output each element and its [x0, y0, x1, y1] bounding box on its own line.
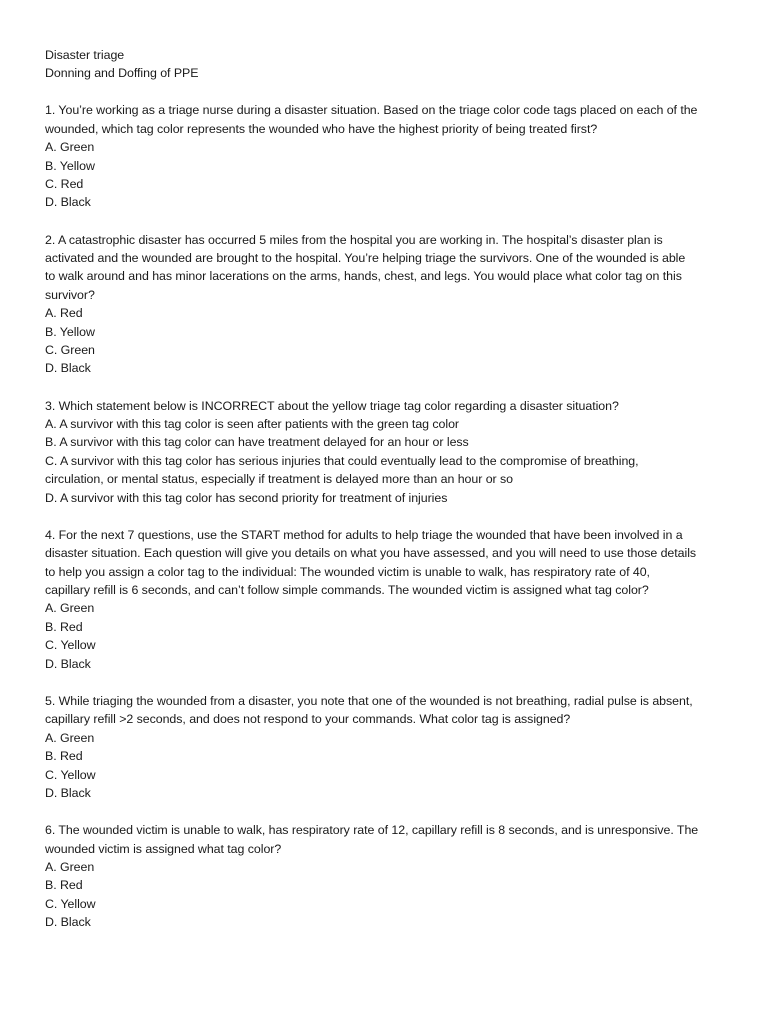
question-text-line: wounded, which tag color represents the wounded who have the highest priority of being treated first? [45, 121, 598, 136]
question-4 [45, 526, 728, 673]
question-text-line: 6. The wounded victim is unable to walk, has respiratory rate of 12, capillary refill is 8 seconds, and is unresponsive. The [45, 823, 699, 838]
document-header [45, 46, 728, 83]
answer-options [45, 599, 728, 673]
document-title: Disaster triage [45, 48, 125, 62]
question-3 [45, 397, 728, 507]
answer-option: A. Red [45, 306, 83, 321]
answer-option: C. Yellow [45, 638, 96, 653]
question-text-line: to help you assign a color tag to the individual: The wounded victim is unable to walk, has respiratory rate of 40, [45, 564, 650, 579]
answer-option: A. A survivor with this tag color is seen after patients with the green tag color [45, 417, 460, 431]
question-text-line: capillary refill >2 seconds, and does not respond to your commands. What color tag is assigned? [45, 712, 571, 727]
answer-option: C. Yellow [45, 896, 96, 911]
question-text-line: to walk around and has minor lacerations on the arms, hands, chest, and legs. You would place what color tag on this [45, 269, 682, 284]
answer-option: B. Red [45, 619, 83, 634]
answer-option: B. Yellow [45, 158, 95, 173]
answer-options [45, 729, 728, 803]
question-text-line: survivor? [45, 287, 95, 302]
answer-option: B. Red [45, 749, 83, 764]
question-6 [45, 821, 728, 931]
question-text-line: disaster situation. Each question will give you details on what you have assessed, and you will need to use those details [45, 546, 697, 561]
question-1 [45, 101, 728, 211]
answer-options [45, 138, 728, 212]
question-list [45, 101, 728, 931]
answer-option: B. A survivor with this tag color can have treatment delayed for an hour or less [45, 435, 469, 450]
answer-options [45, 304, 728, 378]
answer-option: D. Black [45, 361, 91, 376]
answer-option: D. Black [45, 915, 91, 930]
question-text-line: 1. You’re working as a triage nurse during a disaster situation. Based on the triage color code tags placed on each of the [45, 103, 698, 118]
question-text-line: activated and the wounded are brought to the hospital. You’re helping triage the survivors. One of the wounded is able [45, 250, 686, 265]
answer-option: A. Green [45, 859, 95, 874]
answer-option: B. Red [45, 878, 83, 893]
answer-options [45, 415, 728, 507]
question-text-line: 5. While triaging the wounded from a disaster, you note that one of the wounded is not breathing, radial pulse is absent, [45, 693, 693, 708]
answer-option: D. A survivor with this tag color has second priority for treatment of injuries [45, 490, 448, 505]
question-text-line: capillary refill is 6 seconds, and can’t follow simple commands. The wounded victim is assigned what tag color? [45, 583, 649, 598]
answer-options [45, 858, 728, 932]
answer-option: A. Green [45, 140, 95, 155]
answer-option: B. Yellow [45, 324, 95, 339]
answer-option: circulation, or mental status, especially if treatment is delayed more than an hour or so [45, 472, 514, 487]
answer-option: A. Green [45, 601, 95, 616]
answer-option: C. Yellow [45, 767, 96, 782]
answer-option: C. Green [45, 342, 95, 357]
question-text-line: 4. For the next 7 questions, use the START method for adults to help triage the wounded that have been involved in a [45, 527, 683, 542]
answer-option: D. Black [45, 195, 91, 210]
answer-option: A. Green [45, 730, 95, 745]
answer-option: D. Black [45, 656, 91, 671]
question-5 [45, 692, 728, 802]
answer-option: D. Black [45, 785, 91, 800]
question-text-line: 3. Which statement below is INCORRECT about the yellow triage tag color regarding a disaster situation? [45, 398, 619, 413]
answer-option: C. Red [45, 176, 84, 191]
question-text-line: wounded victim is assigned what tag color? [45, 841, 282, 856]
question-2 [45, 231, 728, 378]
question-text-line: 2. A catastrophic disaster has occurred 5 miles from the hospital you are working in. The hospital’s disaster plan is [45, 232, 663, 247]
answer-option: C. A survivor with this tag color has serious injuries that could eventually lead to the compromise of breathing, [45, 453, 639, 468]
document-subtitle: Donning and Doffing of PPE [45, 66, 199, 81]
